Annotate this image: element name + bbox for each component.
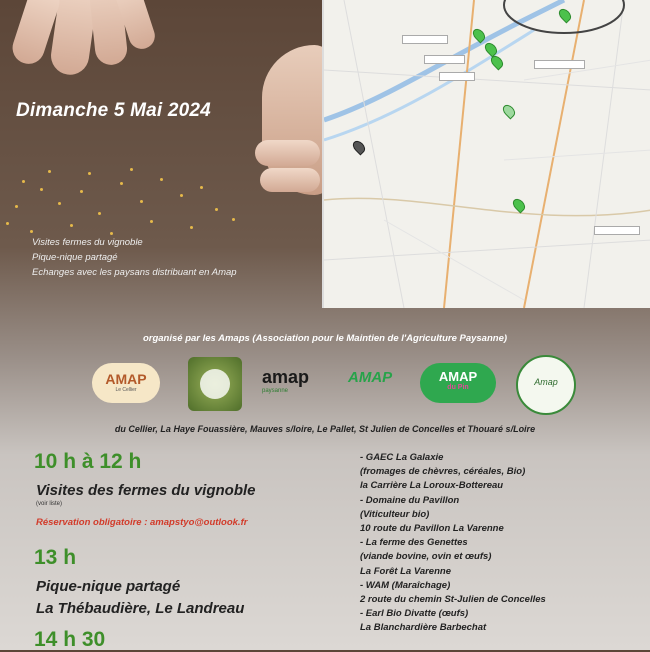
farm-line: - WAM (Maraîchage)	[360, 579, 451, 591]
farm-line: 10 route du Pavillon La Varenne	[360, 523, 504, 535]
farm-line: (Viticulteur bio)	[360, 508, 430, 520]
map-label	[439, 72, 475, 81]
logo-subtext: Le Cellier	[115, 387, 137, 393]
amap-logos	[80, 355, 600, 415]
logo-amap-le-cellier	[92, 363, 160, 403]
logo-text: amap	[262, 367, 310, 387]
event-highlights	[32, 235, 237, 280]
logo-text: AMAP	[105, 371, 147, 387]
organizer-line: organisé par les Amaps (Association pour le Maintien de l'Agriculture Paysanne)	[142, 333, 508, 344]
logo-text: AMAP	[348, 369, 393, 386]
communes-line: du Cellier, La Haye Fouassière, Mauves s/loire, Le Pallet, St Julien de Concelles et Thouaré s/Loire	[114, 424, 536, 434]
logo-amap-green	[348, 369, 412, 399]
logo-text: Amap	[534, 377, 558, 387]
logo-amap-apple	[516, 355, 576, 415]
farm-line: (viande bovine, ovin et œufs)	[360, 551, 492, 563]
farm-line: - Domaine du Pavillon	[360, 494, 460, 506]
farm-line: La Forêt La Varenne	[360, 565, 451, 577]
finger-shape	[255, 140, 320, 166]
logo-amap-du-pin	[420, 363, 496, 403]
farm-line: (fromages de chèvres, céréales, Bio)	[360, 466, 526, 478]
logo-amap-paysanne	[262, 367, 346, 401]
logo-text: AMAP	[438, 369, 478, 384]
event-date: Dimanche 5 Mai 2024	[16, 100, 211, 121]
farm-line: 2 route du chemin St-Julien de Concelles	[360, 594, 546, 606]
map-label	[534, 60, 585, 69]
logo-subtext: du Pin	[447, 384, 469, 391]
time-slot-morning: 10 h à 12 h	[34, 450, 142, 473]
picnic-place: La Thébaudière, Le Landreau	[36, 600, 245, 617]
highlight-item: Visites fermes du vignoble	[32, 237, 143, 248]
highlight-item: Pique-nique partagé	[32, 252, 118, 263]
farms-list	[360, 451, 650, 636]
logo-amap-photo	[188, 357, 242, 411]
map-label	[424, 55, 465, 64]
finger-shape	[260, 168, 320, 192]
reservation-notice[interactable]: Réservation obligatoire : amapstyo@outlook.fr	[36, 517, 248, 528]
farm-line: La Blanchardière Barbechat	[360, 622, 487, 634]
farm-line: - La ferme des Genettes	[360, 537, 468, 549]
map-label	[594, 226, 640, 235]
highlight-item: Echanges avec les paysans distribuant en Amap	[32, 267, 237, 278]
farm-line: - GAEC La Galaxie	[360, 452, 444, 463]
activity-note: (voir liste)	[36, 501, 63, 507]
map-label	[402, 35, 448, 44]
farm-line: la Carrière La Loroux-Bottereau	[360, 480, 504, 492]
activity-farm-visits: Visites des fermes du vignoble	[36, 482, 256, 499]
logo-subtext: paysanne	[262, 388, 289, 394]
farm-line: - Earl Bio Divatte (œufs)	[360, 608, 469, 620]
time-slot-lunch: 13 h	[34, 546, 77, 569]
time-slot-afternoon: 14 h 30	[34, 628, 106, 651]
activity-picnic: Pique-nique partagé	[36, 578, 181, 595]
farms-map	[322, 0, 650, 308]
